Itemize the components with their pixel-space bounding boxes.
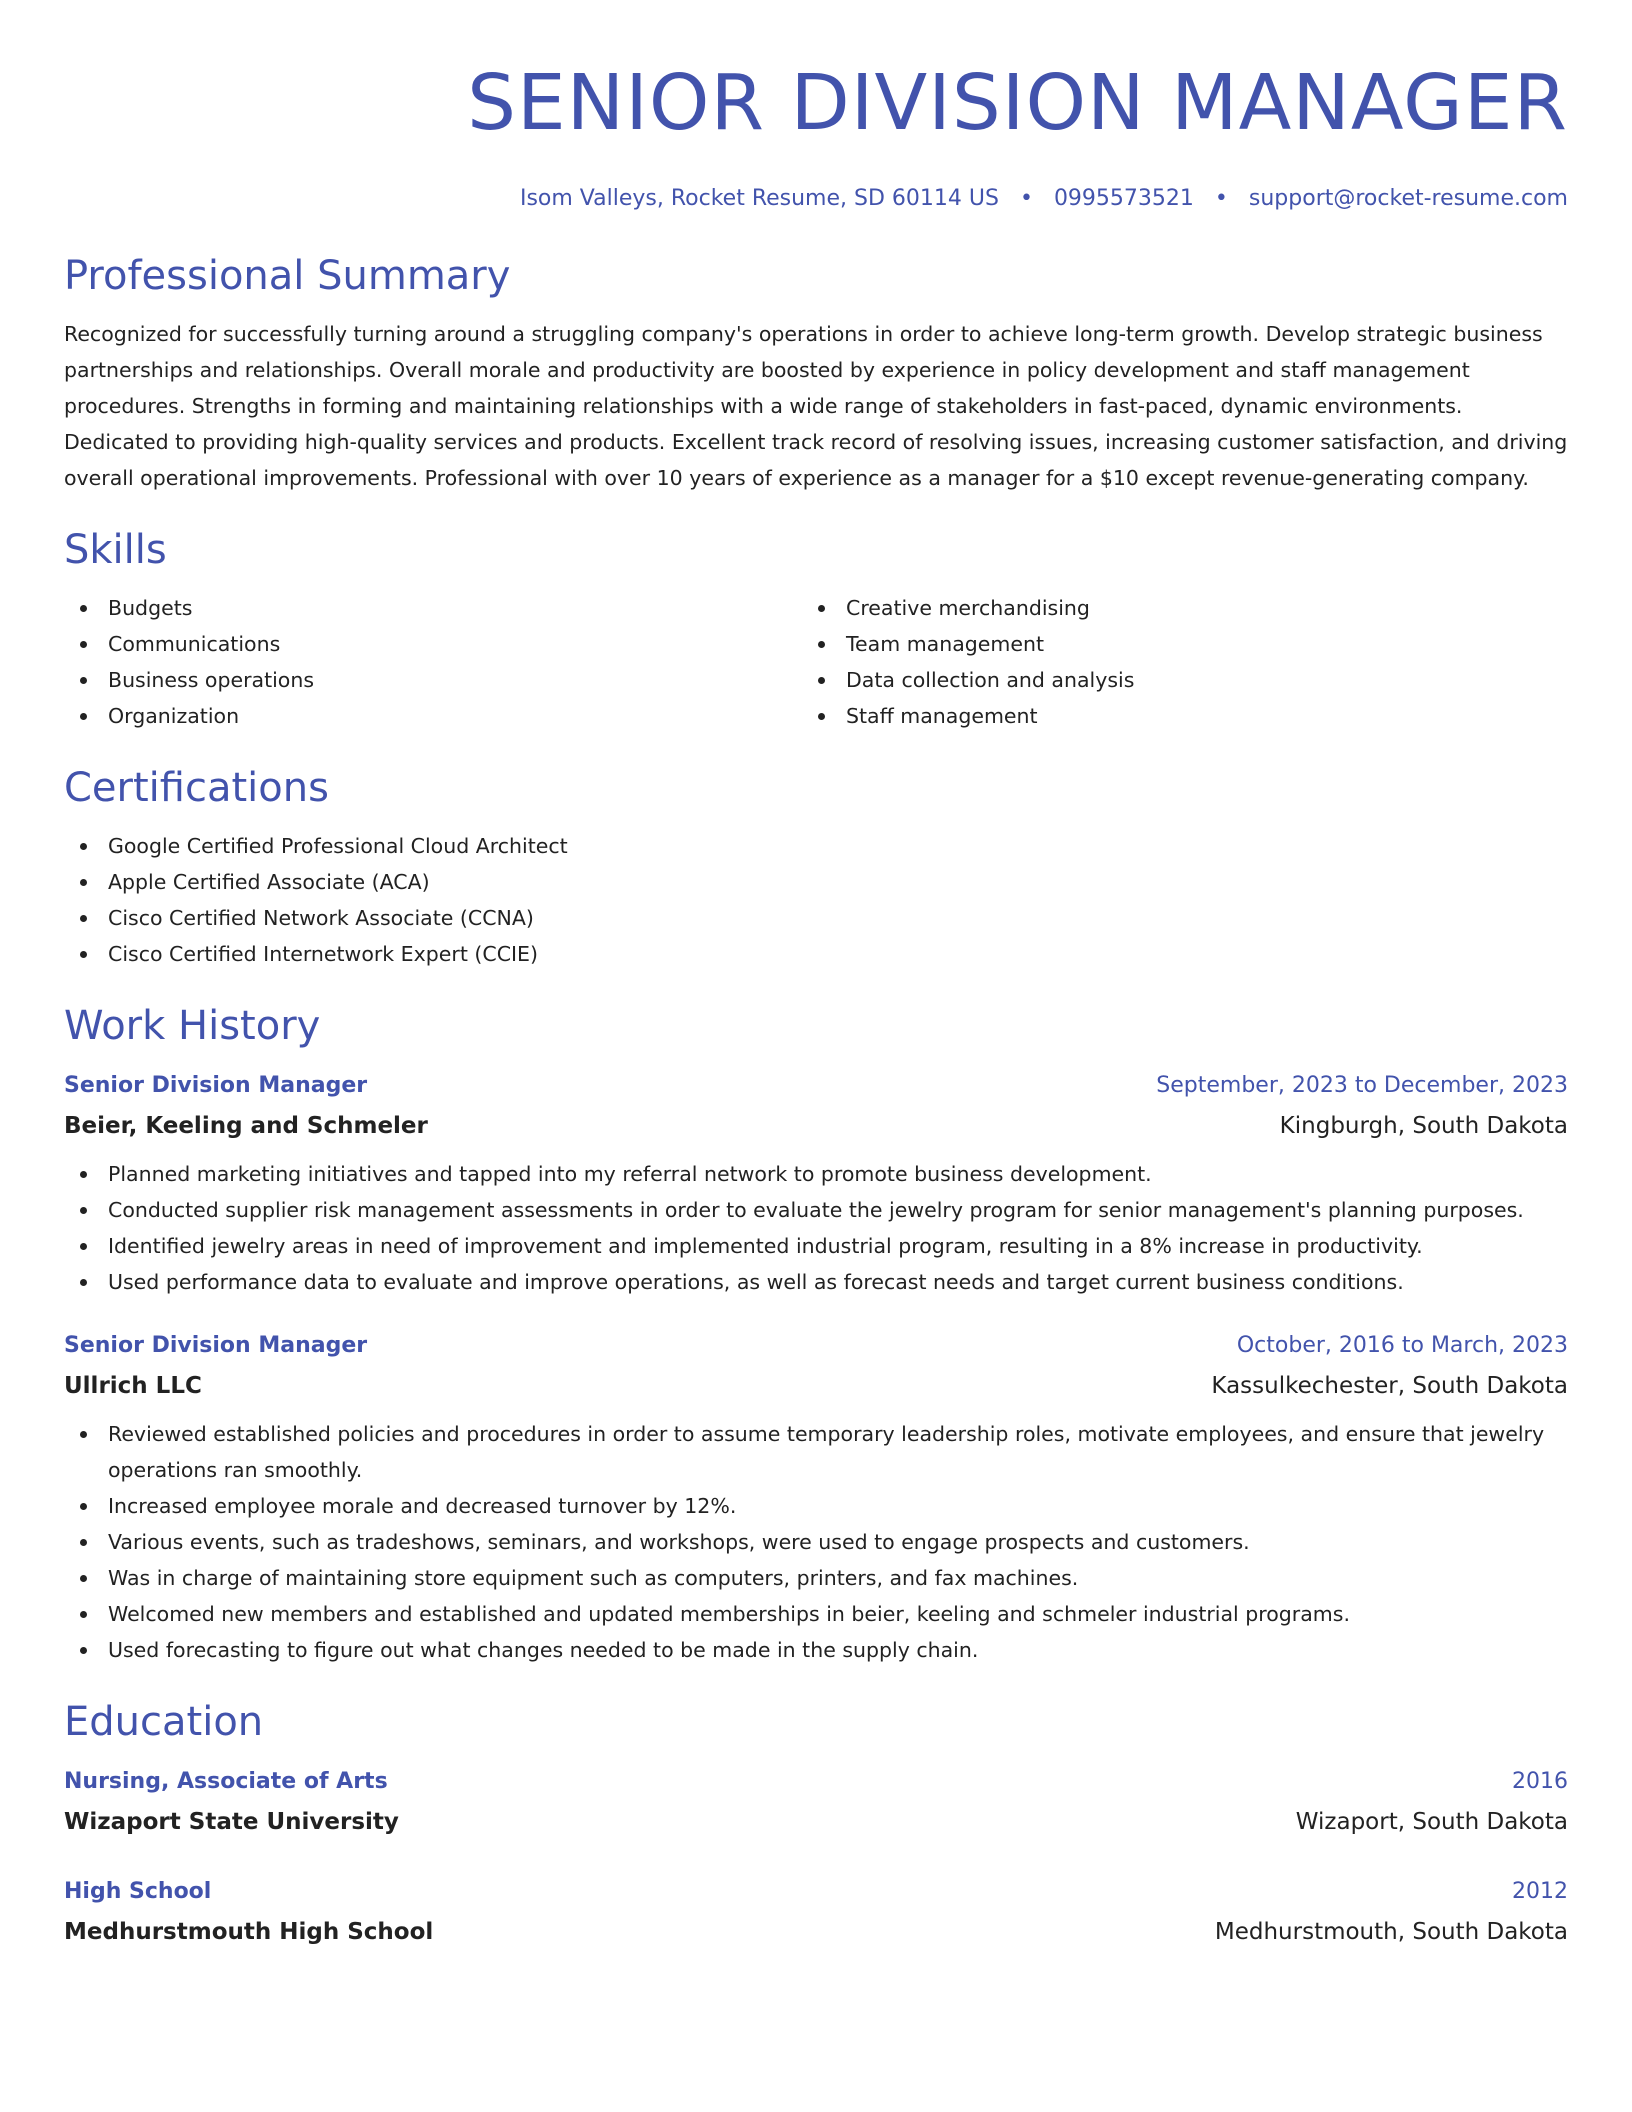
job-role: Senior Division Manager	[64, 1073, 368, 1098]
job-dates: October, 2016 to March, 2023	[1236, 1333, 1568, 1358]
certifications-list	[64, 828, 1568, 972]
education-title: Education	[64, 1699, 264, 1745]
job-bullet: Various events, such as tradeshows, seminars, and workshops, were used to engage prospects and customers.	[64, 1524, 1568, 1560]
job-role: Senior Division Manager	[64, 1333, 368, 1358]
job-location: Kingburgh, South Dakota	[1279, 1113, 1568, 1139]
certification-item: Apple Certified Associate (ACA)	[64, 864, 1568, 900]
skill-item: Data collection and analysis	[802, 662, 1540, 698]
skill-item: Organization	[64, 698, 802, 734]
skill-item: Team management	[802, 626, 1540, 662]
contact-separator: •	[1214, 186, 1228, 211]
education-location: Wizaport, South Dakota	[1295, 1809, 1568, 1835]
job-bullet: Increased employee morale and decreased turnover by 12%.	[64, 1488, 1568, 1524]
education-location: Medhurstmouth, South Dakota	[1214, 1919, 1568, 1945]
work-history-section	[64, 1000, 1568, 1668]
education-school: Medhurstmouth High School	[64, 1919, 434, 1945]
skill-item: Staff management	[802, 698, 1540, 734]
job-bullets	[64, 1156, 1568, 1300]
education-school: Wizaport State University	[64, 1809, 399, 1835]
job-bullet: Used forecasting to figure out what changes needed to be made in the supply chain.	[64, 1632, 1568, 1668]
certification-item: Google Certified Professional Cloud Architect	[64, 828, 1568, 864]
contact-separator: •	[1019, 186, 1033, 211]
job-entry	[64, 1326, 1568, 1668]
contact-address: Isom Valleys, Rocket Resume, SD 60114 US	[519, 186, 999, 211]
skills-section	[64, 524, 1568, 734]
certification-item: Cisco Certified Network Associate (CCNA)	[64, 900, 1568, 936]
summary-text: Recognized for successfully turning around a struggling company's operations in order to achieve long-term growth. Develop strategic business partnerships and relationships. Overall morale and productivity are boosted by experience in policy development and staff management procedures. Strengths in forming and maintaining relationships with a wide range of stakeholders in fast-paced, dynamic environments. Dedicated to providing high-quality services and products. Excellent track record of resolving issues, increasing customer satisfaction, and driving overall operational improvements. Professional with over 10 years of experience as a manager for a $10 except revenue-generating company.	[64, 322, 1568, 490]
job-company: Ullrich LLC	[64, 1373, 202, 1399]
skill-item: Communications	[64, 626, 802, 662]
contact-phone: 0995573521	[1053, 186, 1194, 211]
skills-title: Skills	[64, 527, 167, 573]
job-bullet: Used performance data to evaluate and improve operations, as well as forecast needs and target current business conditions.	[64, 1264, 1568, 1300]
skills-list-right	[802, 590, 1540, 734]
education-entry	[64, 1872, 1568, 1952]
certifications-title: Certifications	[64, 765, 329, 811]
job-bullet: Identified jewelry areas in need of improvement and implemented industrial program, resulting in a 8% increase in productivity.	[64, 1228, 1568, 1264]
resume-name: SENIOR DIVISION MANAGER	[467, 59, 1568, 148]
education-degree: Nursing, Associate of Arts	[64, 1769, 388, 1794]
job-bullet: Was in charge of maintaining store equipment such as computers, printers, and fax machines.	[64, 1560, 1568, 1596]
skills-list-left	[64, 590, 802, 734]
job-bullet: Welcomed new members and established and updated memberships in beier, keeling and schmeler industrial programs.	[64, 1596, 1568, 1632]
job-bullet: Reviewed established policies and procedures in order to assume temporary leadership roles, motivate employees, and ensure that jewelry operations ran smoothly.	[64, 1416, 1568, 1488]
skill-item: Business operations	[64, 662, 802, 698]
education-section	[64, 1696, 1568, 1952]
job-dates: September, 2023 to December, 2023	[1156, 1073, 1568, 1098]
certification-item: Cisco Certified Internetwork Expert (CCIE)	[64, 936, 1568, 972]
contact-line	[64, 184, 1568, 214]
skill-item: Budgets	[64, 590, 802, 626]
job-bullet: Conducted supplier risk management assessments in order to evaluate the jewelry program for senior management's planning purposes.	[64, 1192, 1568, 1228]
education-year: 2012	[1512, 1879, 1568, 1904]
summary-section	[64, 250, 1568, 496]
work-history-title: Work History	[64, 1003, 321, 1049]
skills-grid	[64, 590, 1568, 734]
job-company: Beier, Keeling and Schmeler	[64, 1113, 428, 1139]
education-degree: High School	[64, 1879, 212, 1904]
job-bullet: Planned marketing initiatives and tapped into my referral network to promote business development.	[64, 1156, 1568, 1192]
skill-item: Creative merchandising	[802, 590, 1540, 626]
education-entry	[64, 1762, 1568, 1842]
job-entry	[64, 1066, 1568, 1300]
education-year: 2016	[1512, 1769, 1568, 1794]
summary-title: Professional Summary	[64, 253, 511, 299]
certifications-section	[64, 762, 1568, 972]
job-bullets	[64, 1416, 1568, 1668]
contact-email[interactable]: support@rocket-resume.com	[1248, 186, 1568, 211]
job-location: Kassulkechester, South Dakota	[1211, 1373, 1568, 1399]
